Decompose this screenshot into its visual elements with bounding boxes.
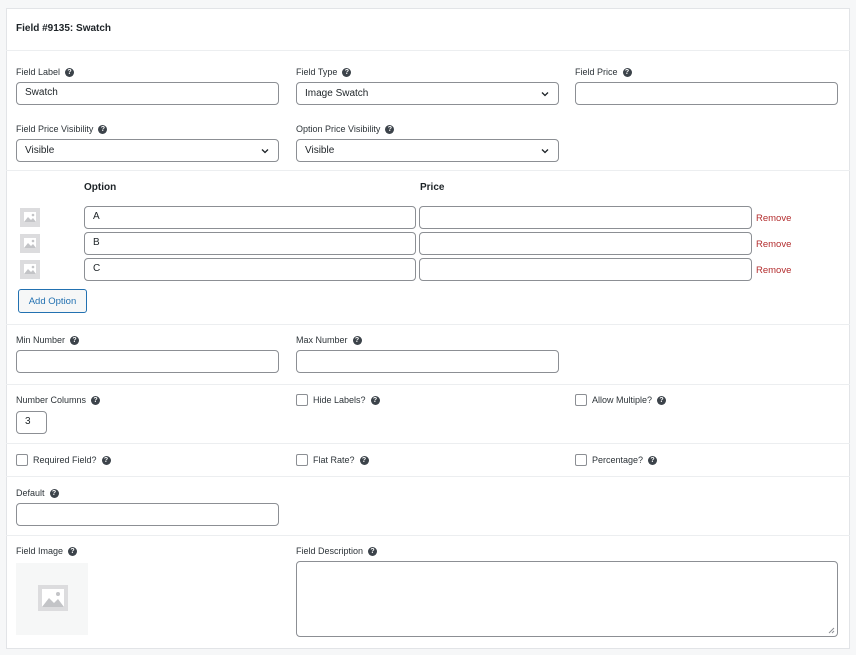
required-field-label: Required Field? xyxy=(33,455,97,465)
add-option-button[interactable]: Add Option xyxy=(18,289,87,313)
divider xyxy=(6,170,850,171)
min-number-input[interactable] xyxy=(16,350,279,373)
option-input[interactable]: B xyxy=(84,232,416,255)
flat-rate-label: Flat Rate? xyxy=(313,455,355,465)
percentage-option xyxy=(575,454,657,466)
field-price-input[interactable] xyxy=(575,82,838,105)
field-label-label: Field Label ? xyxy=(16,67,74,77)
option-price-visibility-label: Option Price Visibility ? xyxy=(296,124,394,134)
image-placeholder-icon[interactable] xyxy=(20,234,40,253)
allow-multiple-checkbox[interactable] xyxy=(575,394,587,406)
field-price-visibility-value: Visible xyxy=(25,145,55,156)
hide-labels-label: Hide Labels? xyxy=(313,395,366,405)
flat-rate-checkbox[interactable] xyxy=(296,454,308,466)
help-icon[interactable]: ? xyxy=(91,396,100,405)
min-number-label: Min Number ? xyxy=(16,335,79,345)
help-icon[interactable]: ? xyxy=(353,336,362,345)
field-description-label: Field Description ? xyxy=(296,546,377,556)
required-field-option xyxy=(16,454,111,466)
field-type-value: Image Swatch xyxy=(305,88,369,99)
help-icon[interactable]: ? xyxy=(368,547,377,556)
flat-rate-option xyxy=(296,454,369,466)
help-icon[interactable]: ? xyxy=(98,125,107,134)
field-price-visibility-select[interactable] xyxy=(16,139,279,162)
field-image-placeholder-icon[interactable] xyxy=(16,563,88,635)
help-icon[interactable]: ? xyxy=(371,396,380,405)
help-icon[interactable]: ? xyxy=(50,489,59,498)
help-icon[interactable]: ? xyxy=(360,456,369,465)
chevron-down-icon xyxy=(540,146,550,156)
remove-option-link[interactable]: Remove xyxy=(756,265,792,276)
chevron-down-icon xyxy=(540,89,550,99)
field-description-textarea[interactable] xyxy=(296,561,838,637)
divider xyxy=(6,384,850,385)
option-input[interactable]: C xyxy=(84,258,416,281)
field-type-select[interactable] xyxy=(296,82,559,105)
option-price-visibility-select[interactable] xyxy=(296,139,559,162)
option-price-input[interactable] xyxy=(419,206,752,229)
allow-multiple-option xyxy=(575,394,666,406)
help-icon[interactable]: ? xyxy=(385,125,394,134)
field-image-label: Field Image ? xyxy=(16,546,77,556)
option-column-header: Option xyxy=(84,182,117,193)
image-placeholder-icon[interactable] xyxy=(20,208,40,227)
divider xyxy=(6,50,850,51)
allow-multiple-label: Allow Multiple? xyxy=(592,395,653,405)
help-icon[interactable]: ? xyxy=(657,396,666,405)
remove-option-link[interactable]: Remove xyxy=(756,213,792,224)
hide-labels-option xyxy=(296,394,380,406)
divider xyxy=(6,535,850,536)
divider xyxy=(6,476,850,477)
help-icon[interactable]: ? xyxy=(102,456,111,465)
field-label-input[interactable]: Swatch xyxy=(16,82,279,105)
hide-labels-checkbox[interactable] xyxy=(296,394,308,406)
option-input[interactable]: A xyxy=(84,206,416,229)
option-price-input[interactable] xyxy=(419,232,752,255)
help-icon[interactable]: ? xyxy=(65,68,74,77)
option-price-visibility-value: Visible xyxy=(305,145,335,156)
default-input[interactable] xyxy=(16,503,279,526)
chevron-down-icon xyxy=(260,146,270,156)
field-type-label: Field Type ? xyxy=(296,67,351,77)
resize-handle-icon[interactable] xyxy=(828,627,835,634)
field-price-label: Field Price ? xyxy=(575,67,632,77)
default-label: Default ? xyxy=(16,488,59,498)
divider xyxy=(6,324,850,325)
number-columns-label: Number Columns ? xyxy=(16,395,100,405)
help-icon[interactable]: ? xyxy=(648,456,657,465)
help-icon[interactable]: ? xyxy=(342,68,351,77)
percentage-label: Percentage? xyxy=(592,455,644,465)
required-field-checkbox[interactable] xyxy=(16,454,28,466)
remove-option-link[interactable]: Remove xyxy=(756,239,792,250)
price-column-header: Price xyxy=(420,182,445,193)
option-price-input[interactable] xyxy=(419,258,752,281)
field-price-visibility-label: Field Price Visibility ? xyxy=(16,124,107,134)
help-icon[interactable]: ? xyxy=(70,336,79,345)
help-icon[interactable]: ? xyxy=(623,68,632,77)
max-number-input[interactable] xyxy=(296,350,559,373)
image-placeholder-icon[interactable] xyxy=(20,260,40,279)
number-columns-input[interactable]: 3 xyxy=(16,411,47,434)
max-number-label: Max Number ? xyxy=(296,335,362,345)
help-icon[interactable]: ? xyxy=(68,547,77,556)
field-title: Field #9135: Swatch xyxy=(16,23,112,34)
divider xyxy=(6,443,850,444)
percentage-checkbox[interactable] xyxy=(575,454,587,466)
